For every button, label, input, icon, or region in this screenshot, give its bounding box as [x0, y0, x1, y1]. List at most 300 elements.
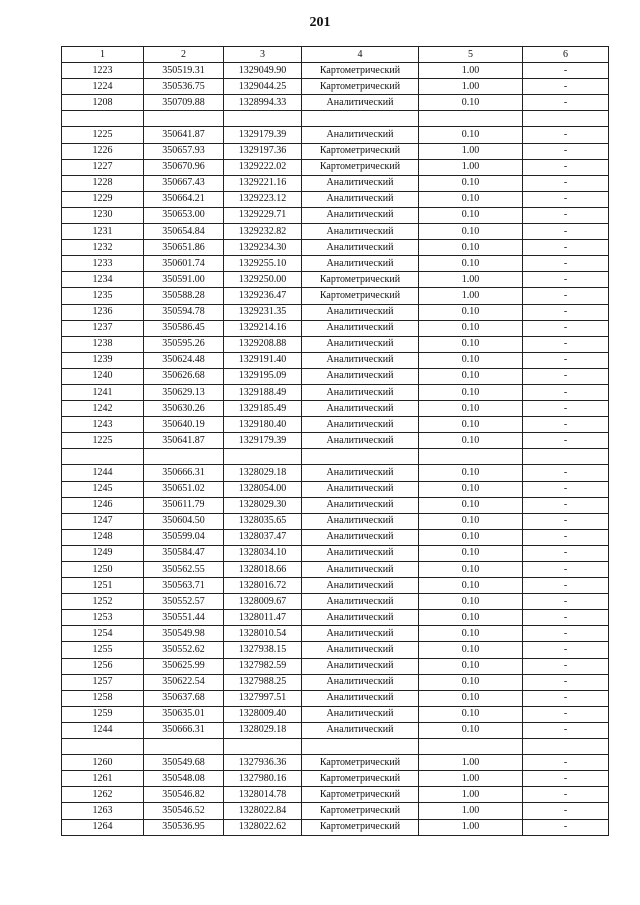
table-body — [62, 63, 609, 836]
table-cell-col-1: 1261 — [62, 771, 144, 787]
table-row — [62, 658, 609, 674]
table-cell-col-1: 1247 — [62, 513, 144, 529]
table-cell-col-5: 0.10 — [419, 674, 523, 690]
table-cell-col-3: 1329255.10 — [224, 256, 302, 272]
table-cell-col-1: 1237 — [62, 320, 144, 336]
table-cell-col-1: 1229 — [62, 191, 144, 207]
table-cell-col-3: 1327988.25 — [224, 674, 302, 690]
table-cell-col-3: 1328022.84 — [224, 803, 302, 819]
table-cell-col-2: 350601.74 — [144, 256, 224, 272]
table-cell-col-1: 1226 — [62, 143, 144, 159]
table-cell-col-5: 0.10 — [419, 384, 523, 400]
table-cell-col-1: 1238 — [62, 336, 144, 352]
table-row — [62, 111, 609, 127]
table-cell-col-3: 1329234.30 — [224, 240, 302, 256]
table-row — [62, 771, 609, 787]
table-cell-col-4: Аналитический — [302, 626, 419, 642]
table-cell-col-3: 1328029.18 — [224, 722, 302, 738]
table-cell-col-4: Аналитический — [302, 690, 419, 706]
table-cell-col-5: 1.00 — [419, 79, 523, 95]
table-cell-col-3: 1329188.49 — [224, 384, 302, 400]
table-cell-col-1: 1243 — [62, 417, 144, 433]
table-cell-col-4: Аналитический — [302, 497, 419, 513]
table-cell-col-5: 1.00 — [419, 771, 523, 787]
column-header-1: 1 — [62, 47, 144, 63]
table-row — [62, 465, 609, 481]
table-cell-col-2: 350594.78 — [144, 304, 224, 320]
table-cell-col-2: 350667.43 — [144, 175, 224, 191]
table-cell-col-6: - — [523, 384, 609, 400]
table-cell-col-6: - — [523, 690, 609, 706]
table-row — [62, 674, 609, 690]
table-cell-col-4: Картометрический — [302, 819, 419, 835]
table-cell-col-2: 350625.99 — [144, 658, 224, 674]
table-cell-col-6: - — [523, 368, 609, 384]
table-cell-col-2: 350637.68 — [144, 690, 224, 706]
table-row — [62, 79, 609, 95]
table-cell-col-6: - — [523, 465, 609, 481]
column-header-5: 5 — [419, 47, 523, 63]
table-cell-col-6 — [523, 739, 609, 755]
table-cell-col-3: 1328018.66 — [224, 562, 302, 578]
table-cell-col-3: 1329222.02 — [224, 159, 302, 175]
table-header-row — [62, 47, 609, 63]
table-row — [62, 787, 609, 803]
table-cell-col-6: - — [523, 755, 609, 771]
table-cell-col-5: 0.10 — [419, 578, 523, 594]
table-cell-col-4: Картометрический — [302, 755, 419, 771]
table-cell-col-3: 1327997.51 — [224, 690, 302, 706]
table-cell-col-6: - — [523, 288, 609, 304]
table-row — [62, 384, 609, 400]
table-cell-col-1 — [62, 739, 144, 755]
table-row — [62, 352, 609, 368]
column-header-3: 3 — [224, 47, 302, 63]
table-cell-col-6: - — [523, 642, 609, 658]
table-cell-col-2: 350563.71 — [144, 578, 224, 594]
table-cell-col-1: 1241 — [62, 384, 144, 400]
table-cell-col-4: Аналитический — [302, 224, 419, 240]
table-cell-col-5: 0.10 — [419, 417, 523, 433]
table-cell-col-2: 350622.54 — [144, 674, 224, 690]
table-cell-col-5: 0.10 — [419, 481, 523, 497]
table-cell-col-3: 1329180.40 — [224, 417, 302, 433]
table-cell-col-3: 1329195.09 — [224, 368, 302, 384]
table-cell-col-5: 1.00 — [419, 755, 523, 771]
table-cell-col-5: 0.10 — [419, 336, 523, 352]
table-cell-col-3: 1327938.15 — [224, 642, 302, 658]
table-cell-col-1: 1223 — [62, 63, 144, 79]
table-cell-col-4: Аналитический — [302, 175, 419, 191]
table-cell-col-6 — [523, 449, 609, 465]
coordinates-table — [61, 46, 609, 836]
table-cell-col-2: 350654.84 — [144, 224, 224, 240]
table-row — [62, 207, 609, 223]
table-cell-col-1: 1233 — [62, 256, 144, 272]
table-row — [62, 272, 609, 288]
table-cell-col-6: - — [523, 336, 609, 352]
table-cell-col-5: 1.00 — [419, 159, 523, 175]
table-cell-col-3: 1329250.00 — [224, 272, 302, 288]
table-cell-col-2: 350666.31 — [144, 465, 224, 481]
table-cell-col-2 — [144, 111, 224, 127]
table-cell-col-6: - — [523, 497, 609, 513]
table-cell-col-2: 350670.96 — [144, 159, 224, 175]
table-cell-col-3 — [224, 449, 302, 465]
table-row — [62, 159, 609, 175]
table-row — [62, 690, 609, 706]
table-cell-col-6: - — [523, 63, 609, 79]
table-cell-col-1: 1230 — [62, 207, 144, 223]
table-cell-col-3: 1328011.47 — [224, 610, 302, 626]
table-cell-col-1: 1246 — [62, 497, 144, 513]
table-cell-col-3: 1329223.12 — [224, 191, 302, 207]
table-cell-col-5: 0.10 — [419, 545, 523, 561]
table-cell-col-6: - — [523, 610, 609, 626]
table-cell-col-6: - — [523, 320, 609, 336]
table-cell-col-6: - — [523, 95, 609, 111]
table-cell-col-3: 1329191.40 — [224, 352, 302, 368]
table-row — [62, 594, 609, 610]
table-row — [62, 175, 609, 191]
table-cell-col-6: - — [523, 706, 609, 722]
table-cell-col-1: 1224 — [62, 79, 144, 95]
table-cell-col-6: - — [523, 787, 609, 803]
table-cell-col-5: 1.00 — [419, 143, 523, 159]
table-cell-col-5: 0.10 — [419, 722, 523, 738]
table-cell-col-4: Картометрический — [302, 787, 419, 803]
table-cell-col-3: 1329044.25 — [224, 79, 302, 95]
table-cell-col-6: - — [523, 722, 609, 738]
table-cell-col-5: 0.10 — [419, 256, 523, 272]
table-cell-col-4: Аналитический — [302, 191, 419, 207]
table-cell-col-2: 350651.86 — [144, 240, 224, 256]
table-cell-col-3 — [224, 739, 302, 755]
table-cell-col-2: 350604.50 — [144, 513, 224, 529]
table-row — [62, 191, 609, 207]
table-cell-col-4: Картометрический — [302, 63, 419, 79]
table-row — [62, 336, 609, 352]
table-row — [62, 240, 609, 256]
table-cell-col-6: - — [523, 304, 609, 320]
table-cell-col-2: 350635.01 — [144, 706, 224, 722]
table-cell-col-4: Аналитический — [302, 207, 419, 223]
table-cell-col-6: - — [523, 401, 609, 417]
table-cell-col-4: Аналитический — [302, 417, 419, 433]
table-row — [62, 256, 609, 272]
table-cell-col-1: 1225 — [62, 127, 144, 143]
table-cell-col-2: 350641.87 — [144, 127, 224, 143]
table-cell-col-2: 350709.88 — [144, 95, 224, 111]
table-cell-col-1: 1228 — [62, 175, 144, 191]
table-cell-col-4: Картометрический — [302, 159, 419, 175]
table-cell-col-1 — [62, 449, 144, 465]
table-cell-col-5: 0.10 — [419, 191, 523, 207]
table-cell-col-3: 1328009.40 — [224, 706, 302, 722]
table-cell-col-2: 350664.21 — [144, 191, 224, 207]
table-row — [62, 722, 609, 738]
table-cell-col-2: 350591.00 — [144, 272, 224, 288]
table-cell-col-6: - — [523, 224, 609, 240]
table-cell-col-2: 350546.82 — [144, 787, 224, 803]
table-cell-col-2: 350629.13 — [144, 384, 224, 400]
table-cell-col-6: - — [523, 272, 609, 288]
table-cell-col-1: 1264 — [62, 819, 144, 835]
table-row — [62, 304, 609, 320]
table-row — [62, 368, 609, 384]
table-cell-col-2: 350599.04 — [144, 529, 224, 545]
table-cell-col-3: 1327982.59 — [224, 658, 302, 674]
table-cell-col-4: Аналитический — [302, 545, 419, 561]
table-cell-col-2: 350548.08 — [144, 771, 224, 787]
table-cell-col-5: 0.10 — [419, 175, 523, 191]
table-cell-col-4: Аналитический — [302, 433, 419, 449]
table-cell-col-5: 0.10 — [419, 594, 523, 610]
table-cell-col-5: 1.00 — [419, 787, 523, 803]
table-cell-col-2: 350519.31 — [144, 63, 224, 79]
table-cell-col-4: Аналитический — [302, 610, 419, 626]
table-row — [62, 127, 609, 143]
table-cell-col-2: 350611.79 — [144, 497, 224, 513]
table-cell-col-1: 1252 — [62, 594, 144, 610]
table-cell-col-4: Аналитический — [302, 642, 419, 658]
table-cell-col-4: Аналитический — [302, 578, 419, 594]
table-cell-col-4: Аналитический — [302, 465, 419, 481]
table-cell-col-6: - — [523, 240, 609, 256]
table-cell-col-4: Аналитический — [302, 240, 419, 256]
table-cell-col-2: 350551.44 — [144, 610, 224, 626]
table-cell-col-5: 0.10 — [419, 562, 523, 578]
table-cell-col-2: 350536.75 — [144, 79, 224, 95]
table-cell-col-3: 1328022.62 — [224, 819, 302, 835]
table-cell-col-1: 1240 — [62, 368, 144, 384]
table-cell-col-3: 1327980.16 — [224, 771, 302, 787]
table-cell-col-1: 1244 — [62, 465, 144, 481]
table-row — [62, 545, 609, 561]
table-cell-col-2: 350546.52 — [144, 803, 224, 819]
table-cell-col-5: 0.10 — [419, 465, 523, 481]
table-cell-col-1: 1232 — [62, 240, 144, 256]
table-cell-col-4: Аналитический — [302, 304, 419, 320]
table-row — [62, 95, 609, 111]
table-cell-col-3: 1328029.30 — [224, 497, 302, 513]
table-cell-col-6: - — [523, 417, 609, 433]
table-cell-col-2: 350624.48 — [144, 352, 224, 368]
table-cell-col-3: 1329179.39 — [224, 127, 302, 143]
table-cell-col-1 — [62, 111, 144, 127]
table-row — [62, 288, 609, 304]
table-cell-col-1: 1260 — [62, 755, 144, 771]
table-cell-col-2: 350586.45 — [144, 320, 224, 336]
table-cell-col-3: 1329221.16 — [224, 175, 302, 191]
table-cell-col-1: 1231 — [62, 224, 144, 240]
table-cell-col-4: Аналитический — [302, 529, 419, 545]
table-cell-col-6 — [523, 111, 609, 127]
table-cell-col-2 — [144, 449, 224, 465]
column-header-2: 2 — [144, 47, 224, 63]
table-cell-col-6: - — [523, 626, 609, 642]
table-cell-col-2: 350549.98 — [144, 626, 224, 642]
table-cell-col-4: Аналитический — [302, 594, 419, 610]
table-cell-col-6: - — [523, 143, 609, 159]
table-cell-col-4: Картометрический — [302, 79, 419, 95]
table-cell-col-2: 350588.28 — [144, 288, 224, 304]
table-cell-col-4: Аналитический — [302, 336, 419, 352]
table-cell-col-2: 350653.00 — [144, 207, 224, 223]
table-row — [62, 417, 609, 433]
table-row — [62, 497, 609, 513]
table-cell-col-1: 1248 — [62, 529, 144, 545]
table-cell-col-5: 0.10 — [419, 706, 523, 722]
table-cell-col-6: - — [523, 545, 609, 561]
table-cell-col-3: 1329049.90 — [224, 63, 302, 79]
table-cell-col-1: 1258 — [62, 690, 144, 706]
table-cell-col-6: - — [523, 481, 609, 497]
table-row — [62, 626, 609, 642]
table-row — [62, 642, 609, 658]
table-cell-col-1: 1225 — [62, 433, 144, 449]
table-row — [62, 529, 609, 545]
table-cell-col-4: Аналитический — [302, 368, 419, 384]
table-cell-col-5: 1.00 — [419, 819, 523, 835]
table-cell-col-2: 350552.57 — [144, 594, 224, 610]
table-cell-col-3: 1328014.78 — [224, 787, 302, 803]
table-cell-col-3: 1327936.36 — [224, 755, 302, 771]
table-cell-col-4 — [302, 739, 419, 755]
table-cell-col-5: 0.10 — [419, 207, 523, 223]
table-cell-col-2: 350666.31 — [144, 722, 224, 738]
table-cell-col-3: 1329208.88 — [224, 336, 302, 352]
table-cell-col-5: 1.00 — [419, 63, 523, 79]
table-cell-col-2: 350640.19 — [144, 417, 224, 433]
table-cell-col-1: 1227 — [62, 159, 144, 175]
table-row — [62, 320, 609, 336]
table-cell-col-5 — [419, 739, 523, 755]
table-cell-col-4: Картометрический — [302, 288, 419, 304]
table-cell-col-2: 350651.02 — [144, 481, 224, 497]
table-cell-col-1: 1249 — [62, 545, 144, 561]
table-cell-col-4 — [302, 111, 419, 127]
table-cell-col-4: Аналитический — [302, 320, 419, 336]
table-cell-col-1: 1244 — [62, 722, 144, 738]
table-cell-col-5: 0.10 — [419, 690, 523, 706]
table-row — [62, 481, 609, 497]
table-cell-col-3: 1328009.67 — [224, 594, 302, 610]
table-cell-col-6: - — [523, 433, 609, 449]
table-cell-col-3: 1328029.18 — [224, 465, 302, 481]
table-cell-col-6: - — [523, 529, 609, 545]
table-cell-col-1: 1234 — [62, 272, 144, 288]
table-cell-col-6: - — [523, 819, 609, 835]
table-cell-col-6: - — [523, 594, 609, 610]
table-cell-col-5: 0.10 — [419, 642, 523, 658]
table-cell-col-2: 350536.95 — [144, 819, 224, 835]
table-row — [62, 739, 609, 755]
table-cell-col-2 — [144, 739, 224, 755]
table-cell-col-1: 1250 — [62, 562, 144, 578]
column-header-4: 4 — [302, 47, 419, 63]
table-cell-col-3: 1328035.65 — [224, 513, 302, 529]
table-cell-col-5: 0.10 — [419, 95, 523, 111]
table-cell-col-5: 0.10 — [419, 529, 523, 545]
table-row — [62, 513, 609, 529]
table-cell-col-6: - — [523, 513, 609, 529]
table-cell-col-1: 1245 — [62, 481, 144, 497]
table-cell-col-6: - — [523, 127, 609, 143]
table-cell-col-6: - — [523, 352, 609, 368]
table-cell-col-2: 350595.26 — [144, 336, 224, 352]
table-cell-col-5: 0.10 — [419, 304, 523, 320]
table-cell-col-6: - — [523, 674, 609, 690]
table-cell-col-4: Аналитический — [302, 562, 419, 578]
table-cell-col-4: Картометрический — [302, 803, 419, 819]
table-cell-col-3: 1328037.47 — [224, 529, 302, 545]
table-cell-col-4: Аналитический — [302, 256, 419, 272]
table-row — [62, 63, 609, 79]
table-row — [62, 562, 609, 578]
table-cell-col-3: 1329179.39 — [224, 433, 302, 449]
table-cell-col-4 — [302, 449, 419, 465]
table-cell-col-6: - — [523, 79, 609, 95]
table-cell-col-4: Аналитический — [302, 706, 419, 722]
table-cell-col-5: 0.10 — [419, 626, 523, 642]
table-row — [62, 143, 609, 159]
table-cell-col-5: 1.00 — [419, 803, 523, 819]
table-cell-col-3 — [224, 111, 302, 127]
table-cell-col-2: 350562.55 — [144, 562, 224, 578]
table-cell-col-3: 1329236.47 — [224, 288, 302, 304]
table-row — [62, 706, 609, 722]
table-row — [62, 578, 609, 594]
table-cell-col-5: 0.10 — [419, 401, 523, 417]
table-row — [62, 433, 609, 449]
table-cell-col-1: 1242 — [62, 401, 144, 417]
table-cell-col-6: - — [523, 256, 609, 272]
table-cell-col-5: 0.10 — [419, 433, 523, 449]
table-cell-col-4: Аналитический — [302, 352, 419, 368]
table-cell-col-5: 1.00 — [419, 288, 523, 304]
table-cell-col-6: - — [523, 803, 609, 819]
table-cell-col-3: 1328034.10 — [224, 545, 302, 561]
table-cell-col-4: Аналитический — [302, 674, 419, 690]
table-cell-col-1: 1208 — [62, 95, 144, 111]
table-cell-col-2: 350626.68 — [144, 368, 224, 384]
table-cell-col-6: - — [523, 207, 609, 223]
table-cell-col-2: 350549.68 — [144, 755, 224, 771]
table-cell-col-3: 1329229.71 — [224, 207, 302, 223]
table-cell-col-6: - — [523, 578, 609, 594]
table-cell-col-4: Аналитический — [302, 401, 419, 417]
table-cell-col-3: 1328010.54 — [224, 626, 302, 642]
table-cell-col-2: 350630.26 — [144, 401, 224, 417]
table-cell-col-4: Аналитический — [302, 127, 419, 143]
table-cell-col-5: 0.10 — [419, 320, 523, 336]
table-cell-col-1: 1257 — [62, 674, 144, 690]
table-cell-col-5: 0.10 — [419, 497, 523, 513]
table-cell-col-1: 1259 — [62, 706, 144, 722]
table-cell-col-5 — [419, 449, 523, 465]
table-cell-col-5: 0.10 — [419, 352, 523, 368]
table-cell-col-5: 0.10 — [419, 127, 523, 143]
table-cell-col-3: 1329197.36 — [224, 143, 302, 159]
table-cell-col-2: 350657.93 — [144, 143, 224, 159]
table-cell-col-6: - — [523, 658, 609, 674]
table-row — [62, 449, 609, 465]
table-row — [62, 401, 609, 417]
table-cell-col-4: Аналитический — [302, 95, 419, 111]
table-cell-col-5: 0.10 — [419, 224, 523, 240]
table-cell-col-2: 350641.87 — [144, 433, 224, 449]
